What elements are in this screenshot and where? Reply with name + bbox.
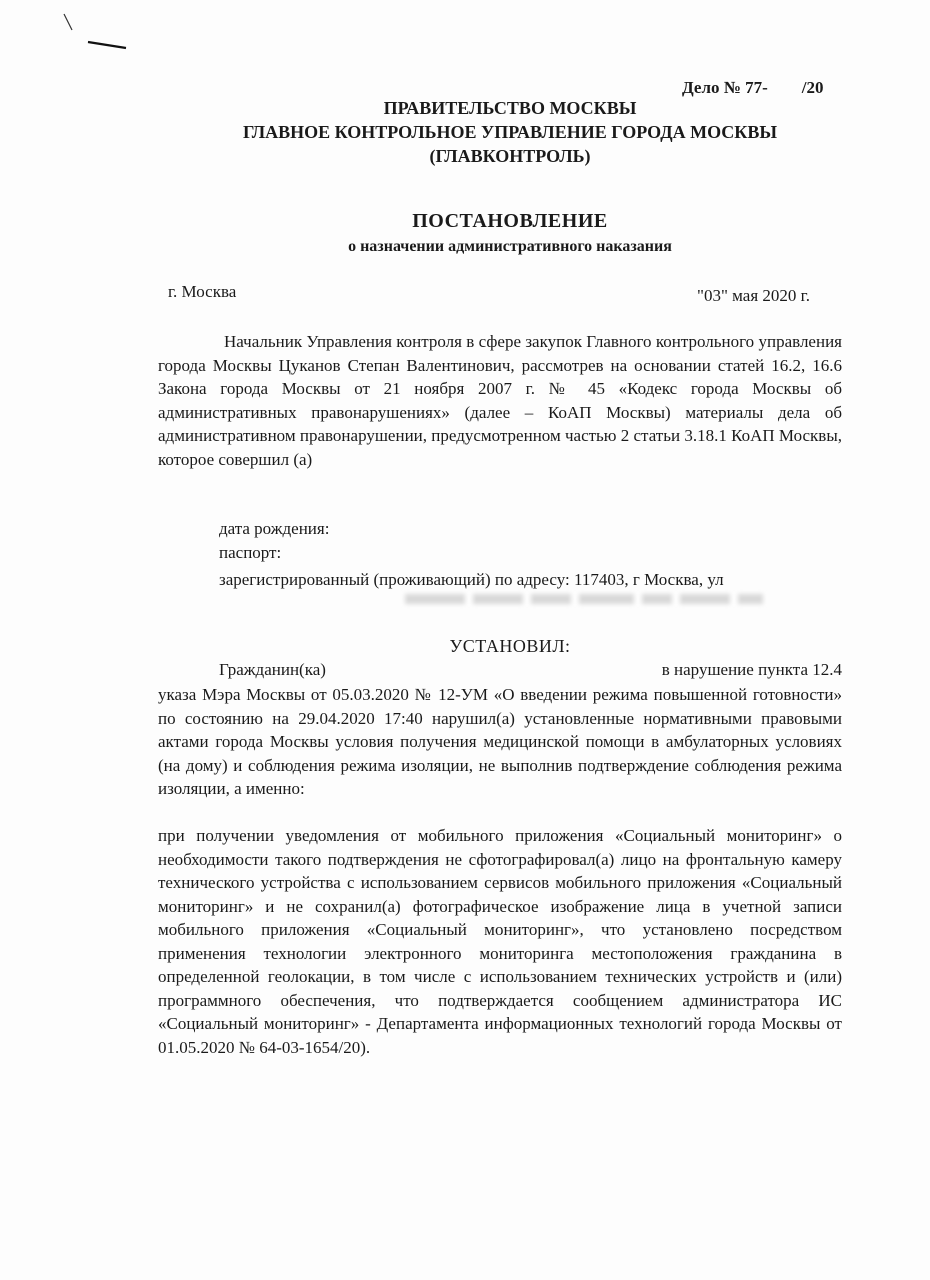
document-city: г. Москва: [168, 282, 237, 301]
address-line: зарегистрированный (проживающий) по адресу: 117403, г Москва, ул: [219, 570, 724, 589]
document-date: "03" мая 2020 г.: [697, 286, 810, 305]
passport-label: паспорт:: [219, 543, 282, 562]
authority-header: [160, 96, 860, 168]
details-paragraph: при получении уведомления от мобильного приложения «Социальный мониторинг» о необходимости такого подтверждения не сфотографировал(а) лицо на фронтальную камеру технического устройства с использованием сервисов мобильного приложения «Социальный мониторинг» и не сохранил(а) фотографическое изображение лица в учетной записи мобильного приложения «Социальный мониторинг», что установлено посредством применения технологии электронного мониторинга местоположения гражданина в определенной геолокации, в том числе с использованием технических устройств и (или) программного обеспечения, что подтверждается сообщением администратора ИС «Социальный мониторинг» - Департамента информационных технологий города Москвы от 01.05.2020 № 64-03-1654/20).: [158, 826, 842, 1057]
section-title-established: УСТАНОВИЛ:: [449, 636, 571, 656]
citizen-label: Гражданин(ка): [219, 660, 326, 679]
header-line-2: ГЛАВНОЕ КОНТРОЛЬНОЕ УПРАВЛЕНИЕ ГОРОДА МОСКВЫ: [242, 122, 778, 142]
document-subtitle: о назначении административного наказания: [348, 238, 672, 255]
header-line-1: ПРАВИТЕЛЬСТВО МОСКВЫ: [383, 98, 637, 118]
birth-date-label: дата рождения:: [219, 519, 330, 538]
pen-mark: [60, 10, 140, 60]
document-title: ПОСТАНОВЛЕНИЕ: [412, 210, 608, 232]
violation-reference: в нарушение пункта 12.4: [661, 660, 842, 679]
header-line-3: (ГЛАВКОНТРОЛЬ): [429, 146, 591, 166]
redacted-address: [405, 590, 785, 608]
violation-paragraph: указа Мэра Москвы от 05.03.2020 № 12-УМ «О введении режима повышенной готовности» по состоянию на 29.04.2020 17:40 нарушил(а) установленные нормативными правовыми актами города Москвы условия получения медицинской помощи в амбулаторных условиях (на дому) и соблюдения режима изоляции, не выполнив подтверждение соблюдения режима изоляции, а именно:: [158, 685, 842, 798]
intro-paragraph: Начальник Управления контроля в сфере закупок Главного контрольного управления города Москвы Цуканов Степан Валентинович, рассмотрев на основании статей 16.2, 16.6 Закона города Москвы от 21 ноября 2007 г. № 45 «Кодекс города Москвы об административных правонарушениях» (далее – КоАП Москвы) материалы дела об административном правонарушении, предусмотренном частью 2 статьи 3.18.1 КоАП Москвы, которое совершил (а): [158, 332, 842, 469]
case-number: Дело № 77- /20: [682, 78, 824, 97]
